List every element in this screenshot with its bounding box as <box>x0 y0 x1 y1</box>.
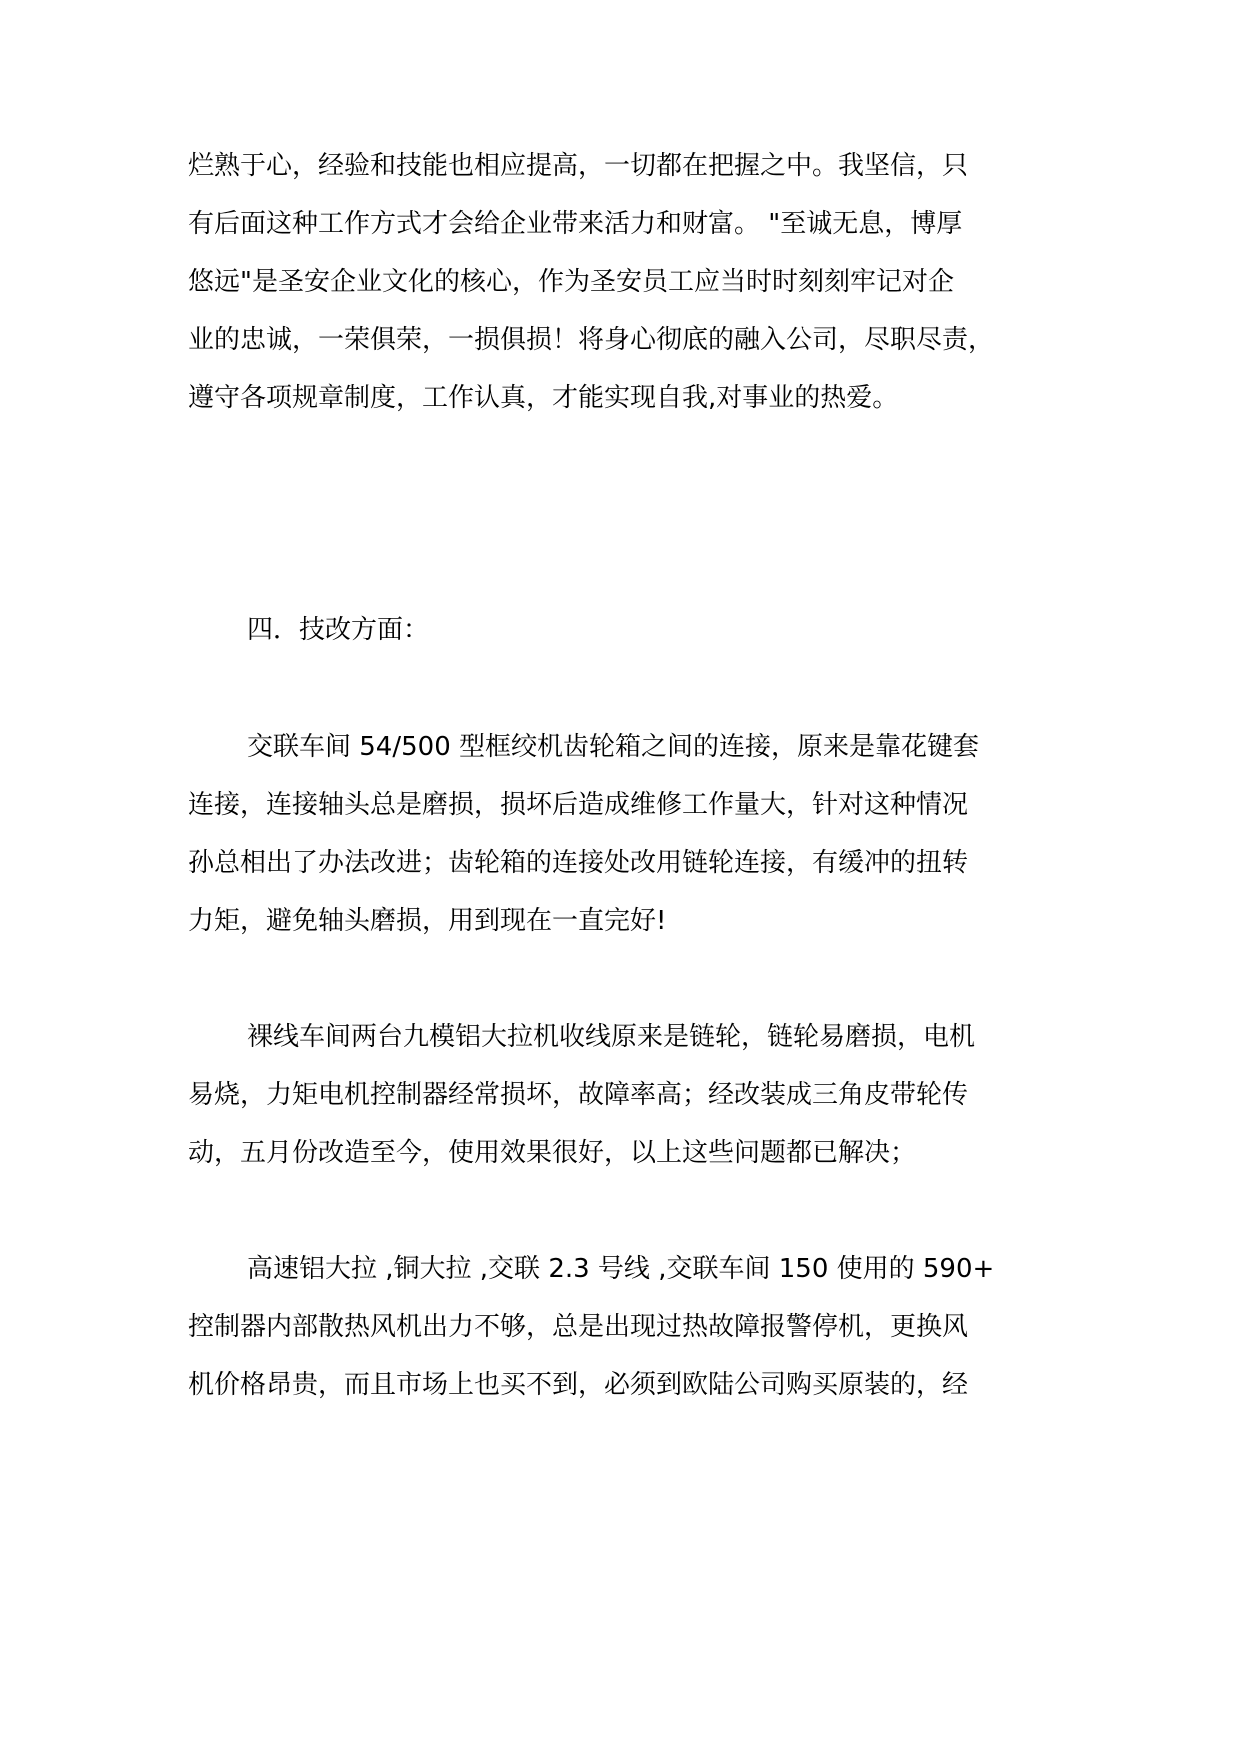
paragraph-2-line-1: 交联车间 54/500 型框绞机齿轮箱之间的连接，原来是靠花键套 <box>247 732 979 762</box>
paragraph-3-line-3: 动，五月份改造至今，使用效果很好，以上这些问题都已解决； <box>188 1138 917 1168</box>
paragraph-3-line-1: 裸线车间两台九模铝大拉机收线原来是链轮，链轮易磨损，电机 <box>247 1022 976 1052</box>
paragraph-2-line-3: 孙总相出了办法改进；齿轮箱的连接处改用链轮连接，有缓冲的扭转 <box>188 848 969 878</box>
paragraph-1-line-5: 遵守各项规章制度，工作认真，才能实现自我,对事业的热爱。 <box>188 383 899 413</box>
paragraph-4-line-3: 机价格昂贵，而且市场上也买不到，必须到欧陆公司购买原装的，经 <box>188 1370 969 1400</box>
paragraph-4-line-2: 控制器内部散热风机出力不够，总是出现过热故障报警停机，更换风 <box>188 1312 969 1342</box>
paragraph-2-line-4: 力矩，避免轴头磨损，用到现在一直完好! <box>188 906 667 936</box>
paragraph-1-line-2: 有后面这种工作方式才会给企业带来活力和财富。 "至诚无息，博厚 <box>188 209 963 239</box>
paragraph-1-line-4: 业的忠诚，一荣俱荣，一损俱损！将身心彻底的融入公司，尽职尽责， <box>188 325 995 355</box>
paragraph-4-line-1: 高速铝大拉 ,铜大拉 ,交联 2.3 号线 ,交联车间 150 使用的 590+ <box>247 1254 995 1284</box>
paragraph-3-line-2: 易烧，力矩电机控制器经常损坏，故障率高；经改装成三角皮带轮传 <box>188 1080 969 1110</box>
paragraph-1-line-1: 烂熟于心，经验和技能也相应提高，一切都在把握之中。我坚信，只 <box>188 151 969 181</box>
section-heading: 四．技改方面： <box>247 615 430 645</box>
paragraph-1-line-3: 悠远"是圣安企业文化的核心，作为圣安员工应当时时刻刻牢记对企 <box>188 267 954 297</box>
paragraph-2-line-2: 连接，连接轴头总是磨损，损坏后造成维修工作量大，针对这种情况 <box>188 790 969 820</box>
